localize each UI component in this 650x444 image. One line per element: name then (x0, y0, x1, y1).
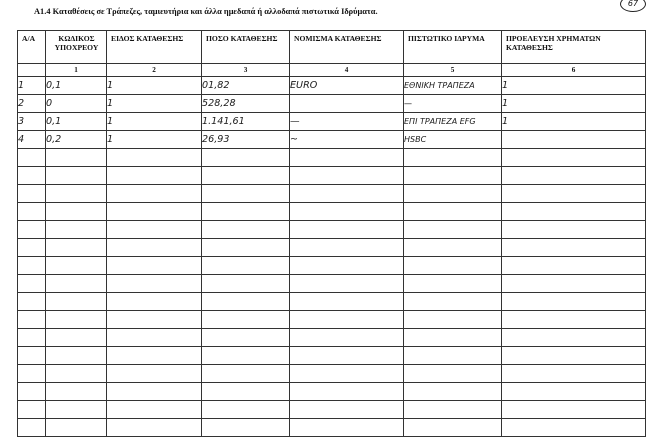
cell-code: 0,1 (46, 113, 107, 131)
cell-amount (202, 293, 290, 311)
cell-currency (290, 275, 404, 293)
cell-deposit-type (107, 185, 202, 203)
cell-origin (502, 419, 646, 437)
cell-deposit-type (107, 347, 202, 365)
column-number: 3 (202, 64, 290, 77)
cell-aa (18, 419, 46, 437)
header-deposit-amount: ΠΟΣΟ ΚΑΤΑΘΕΣΗΣ (202, 31, 290, 64)
table-row (18, 149, 646, 167)
cell-deposit-type (107, 293, 202, 311)
column-number-empty (18, 64, 46, 77)
cell-aa (18, 275, 46, 293)
cell-amount (202, 383, 290, 401)
cell-institution: ΕΘΝΙΚΗ ΤΡΑΠΕΖΑ (404, 77, 502, 95)
cell-origin: 1 (502, 95, 646, 113)
page-number-circle: 67 (620, 0, 646, 12)
column-number: 5 (404, 64, 502, 77)
cell-code (46, 419, 107, 437)
table-row (18, 383, 646, 401)
cell-origin (502, 167, 646, 185)
section-title: A1.4 Καταθέσεις σε Τράπεζες, ταμιευτήρια και άλλα ημεδαπά ή αλλοδαπά πιστωτικά Ιδρύματα. (34, 7, 378, 16)
cell-origin (502, 239, 646, 257)
cell-deposit-type (107, 365, 202, 383)
cell-aa (18, 329, 46, 347)
table-row (18, 77, 646, 95)
cell-code (46, 311, 107, 329)
cell-deposit-type (107, 311, 202, 329)
table-row (18, 401, 646, 419)
cell-institution: — (404, 95, 502, 113)
cell-deposit-type (107, 221, 202, 239)
cell-aa: 2 (18, 95, 46, 113)
cell-amount (202, 203, 290, 221)
table-row (18, 257, 646, 275)
cell-amount: 26,93 (202, 131, 290, 149)
cell-institution (404, 419, 502, 437)
cell-institution (404, 365, 502, 383)
cell-aa (18, 347, 46, 365)
cell-code (46, 239, 107, 257)
cell-deposit-type (107, 275, 202, 293)
cell-currency (290, 365, 404, 383)
table-row (18, 113, 646, 131)
cell-origin (502, 203, 646, 221)
cell-origin (502, 311, 646, 329)
cell-amount (202, 149, 290, 167)
cell-amount (202, 311, 290, 329)
cell-origin (502, 329, 646, 347)
table-row (18, 185, 646, 203)
cell-currency (290, 149, 404, 167)
cell-deposit-type: 1 (107, 77, 202, 95)
cell-aa (18, 311, 46, 329)
cell-currency (290, 257, 404, 275)
cell-origin (502, 383, 646, 401)
cell-institution (404, 239, 502, 257)
cell-institution (404, 275, 502, 293)
cell-origin (502, 221, 646, 239)
column-number: 4 (290, 64, 404, 77)
cell-institution (404, 149, 502, 167)
cell-amount (202, 221, 290, 239)
cell-amount (202, 401, 290, 419)
cell-amount (202, 347, 290, 365)
cell-aa: 1 (18, 77, 46, 95)
cell-institution (404, 221, 502, 239)
header-aa: Α/Α (18, 31, 46, 64)
cell-deposit-type: 1 (107, 113, 202, 131)
column-number: 6 (502, 64, 646, 77)
cell-deposit-type (107, 167, 202, 185)
cell-code (46, 293, 107, 311)
cell-institution (404, 185, 502, 203)
cell-currency (290, 401, 404, 419)
cell-origin (502, 149, 646, 167)
header-origin: ΠΡΟΕΛΕΥΣΗ ΧΡΗΜΑΤΩΝ ΚΑΤΑΘΕΣΗΣ (502, 31, 646, 64)
cell-institution (404, 311, 502, 329)
cell-amount (202, 239, 290, 257)
cell-code (46, 347, 107, 365)
cell-institution (404, 167, 502, 185)
cell-code (46, 401, 107, 419)
cell-amount (202, 329, 290, 347)
table-row (18, 329, 646, 347)
cell-institution (404, 401, 502, 419)
cell-institution (404, 257, 502, 275)
cell-deposit-type (107, 329, 202, 347)
cell-amount (202, 167, 290, 185)
cell-institution (404, 293, 502, 311)
cell-amount (202, 257, 290, 275)
table-row (18, 347, 646, 365)
cell-code (46, 167, 107, 185)
cell-currency: EURO (290, 77, 404, 95)
cell-origin (502, 365, 646, 383)
column-number-row (18, 64, 646, 77)
header-code: ΚΩΔΙΚΟΣ ΥΠΟΧΡΕΟΥ (46, 31, 107, 64)
cell-aa (18, 167, 46, 185)
table-row (18, 131, 646, 149)
cell-currency (290, 419, 404, 437)
cell-aa: 3 (18, 113, 46, 131)
table-row (18, 239, 646, 257)
column-number: 1 (46, 64, 107, 77)
cell-deposit-type (107, 149, 202, 167)
cell-amount: 1.141,61 (202, 113, 290, 131)
cell-aa (18, 239, 46, 257)
cell-origin (502, 131, 646, 149)
cell-currency (290, 311, 404, 329)
cell-code: 0 (46, 95, 107, 113)
cell-code (46, 275, 107, 293)
cell-code: 0,2 (46, 131, 107, 149)
table-row (18, 95, 646, 113)
cell-deposit-type (107, 401, 202, 419)
deposits-table (17, 30, 646, 437)
cell-origin (502, 293, 646, 311)
cell-origin: 1 (502, 77, 646, 95)
cell-code (46, 185, 107, 203)
cell-deposit-type (107, 239, 202, 257)
cell-code (46, 257, 107, 275)
table-row (18, 221, 646, 239)
table-row (18, 365, 646, 383)
cell-deposit-type: 1 (107, 95, 202, 113)
cell-origin (502, 185, 646, 203)
table-row (18, 203, 646, 221)
cell-amount (202, 275, 290, 293)
cell-institution (404, 383, 502, 401)
cell-currency (290, 185, 404, 203)
cell-aa (18, 293, 46, 311)
cell-amount: 528,28 (202, 95, 290, 113)
column-number: 2 (107, 64, 202, 77)
cell-institution: ΕΠΙ ΤΡΑΠΕΖΑ EFG (404, 113, 502, 131)
cell-amount (202, 419, 290, 437)
cell-code (46, 329, 107, 347)
cell-code (46, 203, 107, 221)
cell-aa (18, 257, 46, 275)
cell-origin: 1 (502, 113, 646, 131)
cell-currency (290, 95, 404, 113)
cell-aa (18, 401, 46, 419)
header-row (18, 31, 646, 64)
cell-code (46, 149, 107, 167)
table-row (18, 311, 646, 329)
cell-amount: 01,82 (202, 77, 290, 95)
cell-origin (502, 275, 646, 293)
table-row (18, 293, 646, 311)
cell-aa (18, 221, 46, 239)
cell-aa (18, 185, 46, 203)
cell-currency (290, 347, 404, 365)
cell-currency (290, 239, 404, 257)
table-row (18, 167, 646, 185)
cell-origin (502, 347, 646, 365)
cell-aa (18, 149, 46, 167)
cell-currency (290, 167, 404, 185)
cell-deposit-type: 1 (107, 131, 202, 149)
cell-aa: 4 (18, 131, 46, 149)
cell-currency: ~ (290, 131, 404, 149)
cell-deposit-type (107, 257, 202, 275)
cell-aa (18, 365, 46, 383)
cell-aa (18, 383, 46, 401)
cell-currency (290, 383, 404, 401)
cell-currency (290, 293, 404, 311)
cell-currency (290, 221, 404, 239)
cell-deposit-type (107, 419, 202, 437)
cell-currency: — (290, 113, 404, 131)
header-deposit-type: ΕΙΔΟΣ ΚΑΤΑΘΕΣΗΣ (107, 31, 202, 64)
cell-currency (290, 203, 404, 221)
cell-aa (18, 203, 46, 221)
cell-code (46, 383, 107, 401)
header-currency: ΝΟΜΙΣΜΑ ΚΑΤΑΘΕΣΗΣ (290, 31, 404, 64)
cell-institution (404, 347, 502, 365)
cell-origin (502, 401, 646, 419)
table-row (18, 275, 646, 293)
cell-code (46, 221, 107, 239)
table-row (18, 419, 646, 437)
cell-institution (404, 329, 502, 347)
cell-deposit-type (107, 383, 202, 401)
cell-amount (202, 185, 290, 203)
cell-amount (202, 365, 290, 383)
cell-origin (502, 257, 646, 275)
cell-institution: HSBC (404, 131, 502, 149)
cell-code (46, 365, 107, 383)
cell-institution (404, 203, 502, 221)
header-institution: ΠΙΣΤΩΤΙΚΟ ΙΔΡΥΜΑ (404, 31, 502, 64)
cell-deposit-type (107, 203, 202, 221)
cell-currency (290, 329, 404, 347)
cell-code: 0,1 (46, 77, 107, 95)
